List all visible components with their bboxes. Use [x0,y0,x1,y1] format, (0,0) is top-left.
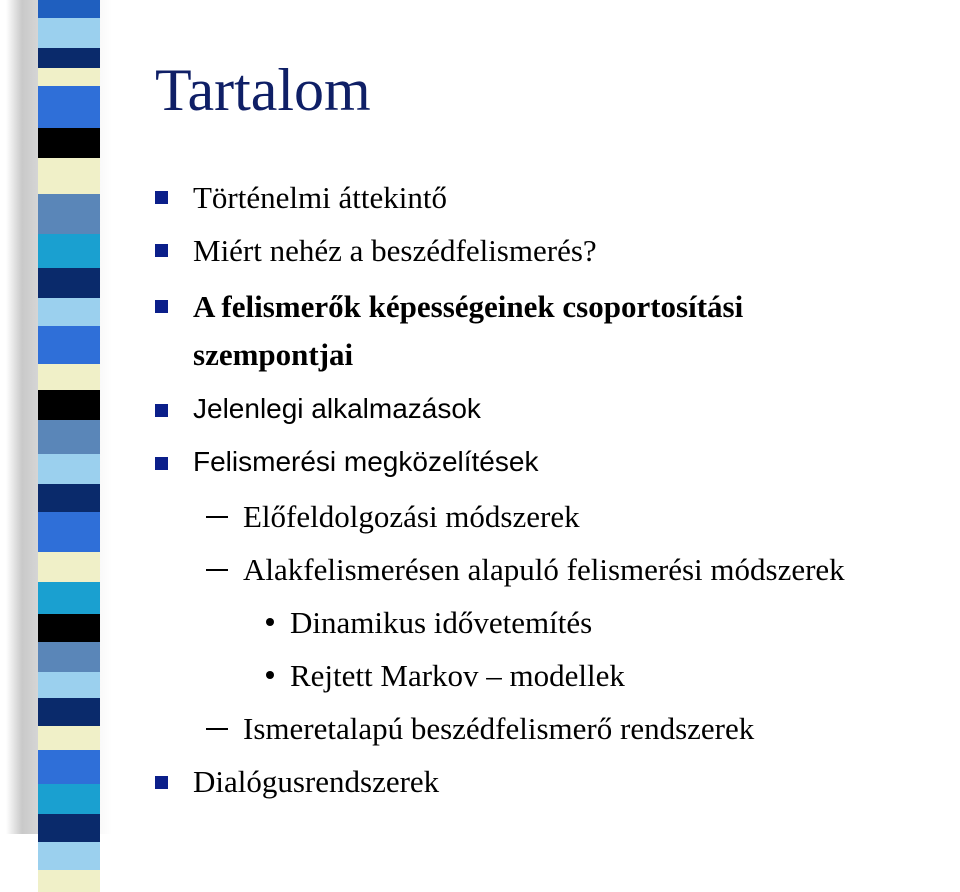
stripe-band [38,484,100,512]
stripe-band [38,234,100,268]
square-bullet-icon [155,300,168,313]
stripe-band [38,158,100,194]
bullet-text-continuation: szempontjai [193,337,354,372]
stripe-band [38,642,100,672]
decorative-stripe [0,0,150,834]
stripe-band [38,614,100,642]
stripe-band [38,268,100,298]
bullet-text: Történelmi áttekintő [193,180,447,215]
stripe-band [38,750,100,784]
bullet-text: Felismerési megközelítések [193,446,539,477]
square-bullet-icon [155,191,168,204]
stripe-band [38,390,100,420]
stripe-band [38,68,100,86]
sub-bullet-text: Alakfelismerésen alapuló felismerési módszerek [243,552,845,587]
stripe-band [38,298,100,326]
sub-bullet-text: Ismeretalapú beszédfelismerő rendszerek [243,711,755,746]
stripe-band [38,194,100,234]
stripe-band [38,18,100,48]
dash-bullet-icon [206,516,228,518]
bullet-text: A felismerők képességeinek csoportosítási [193,289,744,324]
dash-bullet-icon [206,728,228,730]
square-bullet-icon [155,457,168,470]
stripe-bands [38,0,100,834]
stripe-band [38,128,100,158]
bullet-text: Dialógusrendszerek [193,764,440,799]
bullet-text: Miért nehéz a beszédfelismerés? [193,233,597,268]
stripe-band [38,512,100,552]
sub-bullet-text: Előfeldolgozási módszerek [243,499,580,534]
stripe-band [38,86,100,128]
stripe-band [38,784,100,814]
sub-sub-bullet-text: Dinamikus idővetemítés [290,605,593,640]
stripe-band [38,420,100,454]
slide-title: Tartalom [155,57,371,123]
stripe-band [38,326,100,364]
square-bullet-icon [155,404,168,417]
stripe-band [38,552,100,582]
stripe-band [38,672,100,698]
stripe-band [38,364,100,390]
square-bullet-icon [155,244,168,257]
dot-bullet-icon [266,671,274,679]
dot-bullet-icon [266,618,274,626]
stripe-band [38,698,100,726]
sub-sub-bullet-text: Rejtett Markov – modellek [290,658,625,693]
stripe-band [38,48,100,68]
dash-bullet-icon [206,569,228,571]
stripe-band [38,842,100,870]
bullet-text: Jelenlegi alkalmazások [193,393,481,424]
square-bullet-icon [155,776,168,789]
stripe-band [38,814,100,842]
stripe-band [38,0,100,18]
stripe-band [38,582,100,614]
stripe-band [38,454,100,484]
stripe-band [38,726,100,750]
stripe-band [38,870,100,892]
